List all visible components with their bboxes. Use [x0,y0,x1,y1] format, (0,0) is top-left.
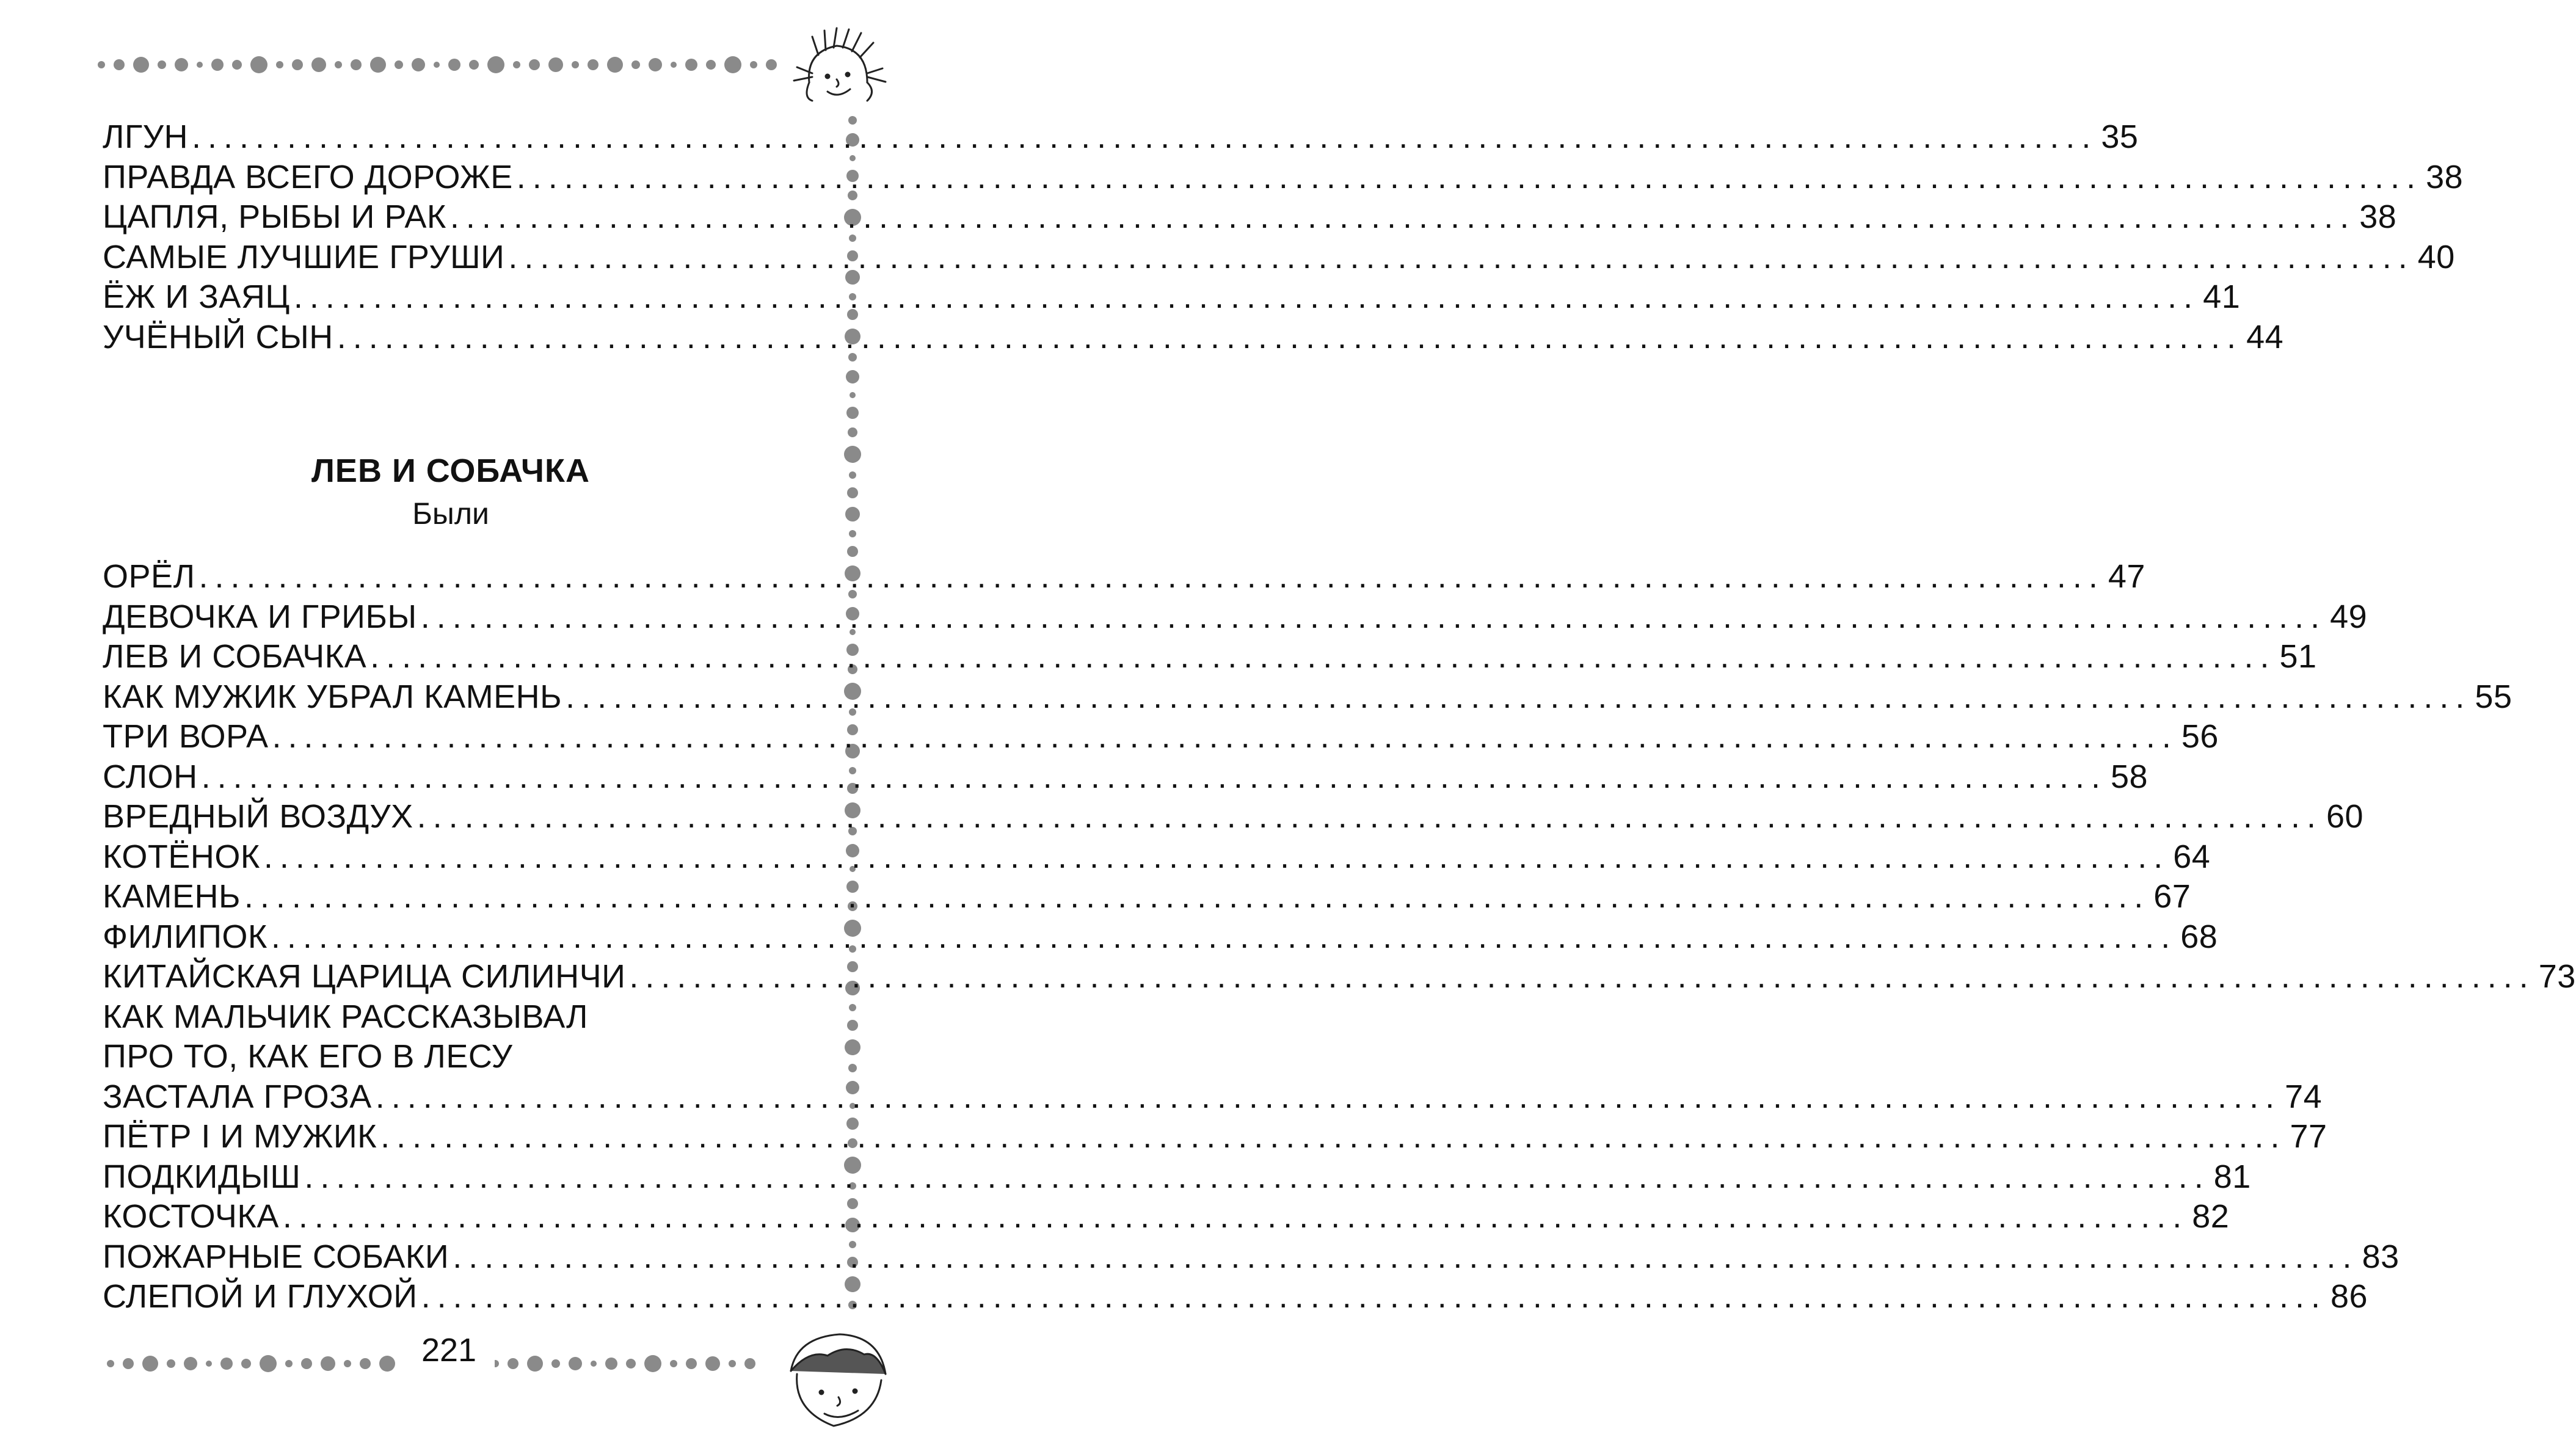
decor-dot [569,1357,582,1370]
toc-entry [103,1237,2400,1278]
toc-dot-leader: ........................................................................................................................ [293,278,2200,315]
decor-dot [529,59,540,70]
toc-dot-leader: ........................................................................................................................ [201,758,2108,795]
decor-dot [276,61,283,68]
decor-dot [379,1356,395,1372]
toc-entry [103,1157,2251,1198]
toc-entry-page: 35 [2101,118,2139,155]
decor-dot [572,61,579,68]
decor-dot [133,57,149,73]
decor-dot [844,446,861,463]
toc-entry-page: 55 [2475,678,2512,715]
decor-dot [311,57,326,72]
toc-entry-title: ЗАСТАЛА ГРОЗА [103,1077,372,1118]
toc-entry-title: ПРАВДА ВСЕГО ДОРОЖЕ [103,158,513,198]
toc-top-list [103,117,2464,357]
toc-entry [103,637,2317,677]
decor-dot [849,1004,856,1011]
toc-dot-leader: ........................................................................................................................ [370,638,2276,675]
toc-entry [103,997,785,1038]
toc-dot-leader: ........................................................................................................................ [337,318,2243,355]
decor-dot [197,62,203,68]
toc-entry [103,1037,785,1077]
toc-entry [103,1277,2368,1317]
decor-dot [548,57,563,72]
decor-dot [260,1355,277,1372]
decor-dot [750,61,757,68]
toc-entry-title: ТРИ ВОРА [103,717,268,757]
toc-entry [103,557,2145,597]
decor-dot [850,392,856,398]
toc-entry [103,318,2284,358]
toc-dot-leader: ........................................................................................................................ [421,1278,2327,1315]
toc-entry-title: ЛГУН [103,117,188,158]
decor-dot [846,370,859,383]
toc-dot-leader: ........................................................................................................................ [244,878,2150,915]
toc-entry-title: ОРЁЛ [103,557,195,597]
decor-dot [232,60,242,70]
toc-entry-title: КИТАЙСКАЯ ЦАРИЦА СИЛИНЧИ [103,957,625,997]
decor-dot [469,60,479,70]
toc-entry-page: 82 [2192,1198,2230,1235]
toc-entry-title: СЛОН [103,757,198,798]
toc-dot-leader: ........................................................................................................................ [263,838,2170,875]
decor-dot [705,1356,720,1371]
toc-entry-title: СЛЕПОЙ И ГЛУХОЙ [103,1277,418,1317]
toc-entry-title: ЁЖ И ЗАЯЦ [103,277,290,318]
decor-dot [360,1358,371,1369]
section-subtitle: Были [412,496,489,531]
decor-dot [591,1361,597,1367]
toc-entry-page: 81 [2213,1158,2251,1195]
toc-entry-title: ПЁТР I И МУЖИК [103,1117,377,1157]
toc-entry-title: КАК МУЖИК УБРАЛ КАМЕНЬ [103,677,562,718]
decor-dot [123,1358,134,1369]
decor-dot [729,1360,736,1367]
toc-entry [103,117,2139,158]
toc-entry [103,1117,2327,1157]
boy-face-icon [773,1313,895,1441]
decor-dot [631,60,640,69]
decor-dot [395,60,403,69]
decor-dot [175,58,188,71]
decor-dot [670,1360,677,1367]
toc-entry [103,797,2364,837]
decor-dot [211,59,224,71]
decor-dot [114,59,125,70]
decor-dot [158,60,166,69]
toc-entry-page: 38 [2359,198,2397,235]
decor-dot [626,1359,636,1368]
toc-entry-title: ВРЕДНЫЙ ВОЗДУХ [103,797,413,837]
decor-dot [551,1359,560,1368]
toc-dot-leader: ........................................................................................................................ [191,118,2098,155]
toc-dot-leader: ........................................................................................................................ [420,598,2327,635]
toc-entry-page: 58 [2111,758,2148,795]
toc-entry [103,757,2148,798]
toc-entry [103,1077,2323,1118]
toc-entry [103,957,2576,997]
toc-entry-title: ПРО ТО, КАК ЕГО В ЛЕСУ [103,1037,512,1077]
decor-dot [434,62,440,68]
toc-dot-leader: ........................................................................................................................ [417,798,2323,835]
toc-entry-title: ЛЕВ И СОБАЧКА [103,637,366,677]
decor-dot [849,471,856,479]
toc-entry-page: 44 [2246,318,2284,355]
toc-entry-title: САМЫЕ ЛУЧШИЕ ГРУШИ [103,238,504,278]
toc-dot-leader: ........................................................................................................................ [449,198,2356,235]
decor-dot [241,1359,251,1368]
decor-dot [184,1357,197,1370]
toc-entry-title: УЧЁНЫЙ СЫН [103,318,333,358]
decor-dot [351,59,362,70]
toc-dot-leader: ........................................................................................................................ [198,558,2105,595]
toc-entry-title: КОСТОЧКА [103,1197,279,1237]
toc-dot-leader: ........................................................................................................................ [453,1238,2359,1275]
toc-dot-leader: ........................................................................................................................ [282,1198,2189,1235]
decor-dot [685,59,697,71]
decor-dot [142,1356,158,1372]
toc-entry-title: ФИЛИПОК [103,917,267,958]
toc-entry-title: ПОДКИДЫШ [103,1157,300,1198]
decor-dot [686,1358,697,1369]
toc-entry [103,877,2191,917]
decor-dot [607,57,623,73]
decor-dot [588,59,599,70]
decor-dot [285,1360,293,1367]
decor-dot [107,1360,114,1367]
toc-dot-leader: ........................................................................................................................ [304,1158,2210,1195]
toc-dot-leader: ........................................................................................................................ [272,718,2178,755]
toc-entry-page: 41 [2203,278,2241,315]
toc-entry-page: 86 [2330,1278,2368,1315]
decor-dot [448,59,460,71]
decor-dot [845,1039,860,1055]
toc-dot-leader: ........................................................................................................................ [508,238,2414,275]
toc-entry-page: 67 [2153,878,2191,915]
decor-dot [847,487,858,498]
toc-entry-title: КОТЁНОК [103,837,260,878]
bottom-right-dot-border [492,1353,766,1375]
decor-dot [321,1356,335,1371]
decor-dot [206,1361,212,1367]
top-dot-border [98,54,788,76]
toc-entry-title: КАМЕНЬ [103,877,241,917]
decor-dot [848,427,857,437]
toc-dot-leader: ........................................................................................................................ [271,918,2177,955]
decor-dot [508,1358,518,1369]
toc-entry-title: КАК МАЛЬЧИК РАССКАЗЫВАЛ [103,997,588,1038]
toc-dot-leader: ........................................................................................................................ [375,1078,2282,1115]
toc-entry-title: ПОЖАРНЫЕ СОБАКИ [103,1237,449,1278]
toc-entry-page: 77 [2290,1118,2327,1155]
toc-entry [103,1197,2230,1237]
toc-entry [103,917,2218,958]
toc-entry-page: 83 [2362,1238,2400,1275]
toc-dot-leader: ........................................................................................................................ [629,958,2535,995]
toc-entry [103,837,2211,878]
decor-dot [344,1360,351,1367]
toc-entry [103,597,2368,638]
decor-dot [846,407,859,419]
toc-entry [103,238,2455,278]
toc-entry [103,277,2241,318]
toc-entry-page: 51 [2279,638,2317,675]
decor-dot [301,1358,312,1369]
decor-dot [724,56,741,73]
toc-entry [103,158,2464,198]
toc-entry-page: 40 [2417,238,2455,275]
decor-dot [527,1356,543,1372]
toc-entry-title: ДЕВОЧКА И ГРИБЫ [103,597,417,638]
decor-dot [98,61,105,68]
toc-entry [103,197,2397,238]
toc-entry-page: 74 [2285,1078,2323,1115]
girl-face-icon [776,24,892,110]
toc-entry-page: 64 [2173,838,2211,875]
decor-dot [167,1359,175,1368]
decor-dot [649,58,662,71]
toc-entry-page: 68 [2180,918,2218,955]
decor-dot [847,1020,858,1031]
decor-dot [849,530,856,537]
decor-dot [412,58,425,71]
decor-dot [487,56,504,73]
toc-entry-page: 38 [2426,158,2464,195]
decor-dot [513,61,520,68]
toc-entry-page: 56 [2181,718,2219,755]
decor-dot [250,56,267,73]
decor-dot [644,1355,661,1372]
bottom-left-dot-border [107,1353,406,1375]
toc-entry-page: 60 [2326,798,2364,835]
decor-dot [847,546,858,557]
decor-dot [845,507,860,522]
toc-entry-title: ЦАПЛЯ, РЫБЫ И РАК [103,197,446,238]
section-title: ЛЕВ И СОБАЧКА [311,453,590,489]
decor-dot [220,1358,233,1370]
decor-dot [706,60,716,70]
toc-entry-page: 73 [2538,958,2576,995]
toc-dot-leader: ........................................................................................................................ [566,678,2472,715]
toc-entry-page: 49 [2330,598,2368,635]
decor-dot [848,1064,857,1072]
decor-dot [370,57,386,73]
page-number: 221 [403,1331,495,1369]
decor-dot [292,59,303,70]
decor-dot [744,1358,755,1369]
decor-dot [605,1358,617,1370]
toc-entry [103,677,2512,718]
toc-dot-leader: ........................................................................................................................ [380,1118,2287,1155]
toc-dot-leader: ........................................................................................................................ [516,158,2423,195]
decor-dot [335,61,342,68]
toc-section-list [103,557,2576,1317]
toc-entry-page: 47 [2108,558,2145,595]
decor-dot [671,62,677,68]
toc-entry [103,717,2219,757]
